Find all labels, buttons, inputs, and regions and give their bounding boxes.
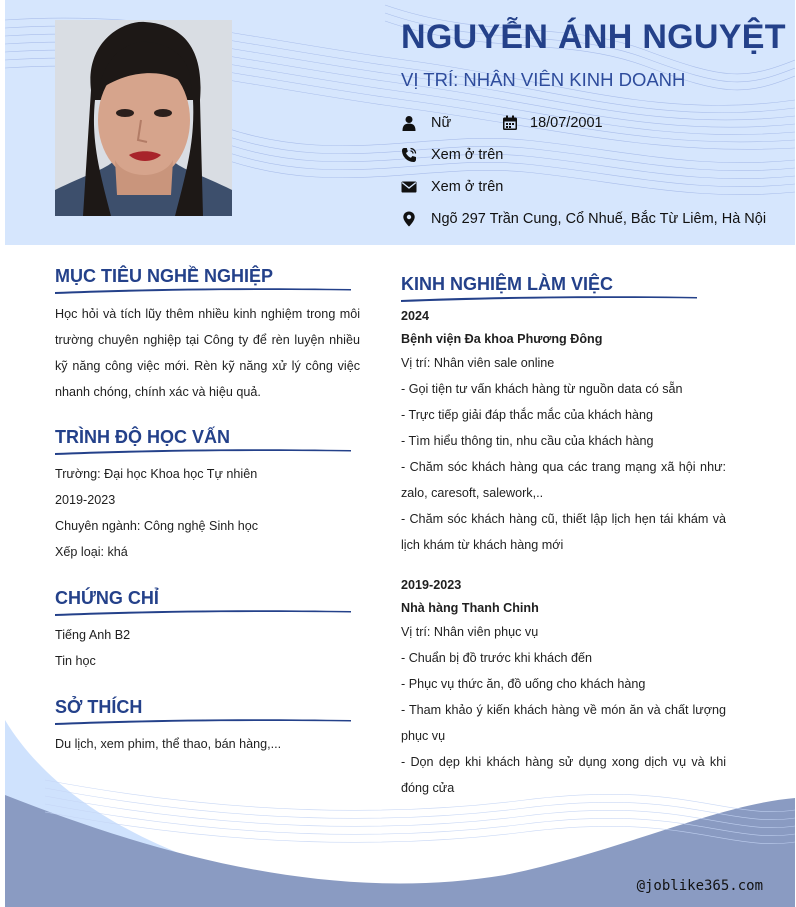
certificates-underline: [53, 608, 353, 618]
cv-page: [5, 0, 795, 907]
address-value: Ngõ 297 Trần Cung, Cổ Nhuế, Bắc Từ Liêm, Hà Nội: [431, 211, 767, 227]
envelope-icon: [401, 179, 417, 195]
job-period: 2024: [401, 309, 430, 323]
job-duty: - Chăm sóc khách hàng cũ, thiết lập lịch hẹn tái khám và lịch khám từ khách hàng mới: [401, 512, 726, 552]
desired-position: VỊ TRÍ: NHÂN VIÊN KINH DOANH: [401, 69, 686, 90]
gender-row: [401, 112, 451, 134]
email-row: [401, 176, 503, 198]
phone-value: Xem ở trên: [431, 147, 504, 163]
location-pin-icon: [401, 211, 417, 227]
job-role: Vị trí: Nhân viên sale online: [401, 356, 555, 370]
job-company: Nhà hàng Thanh Chinh: [401, 601, 539, 615]
candidate-name: NGUYỄN ÁNH NGUYỆT: [401, 18, 786, 56]
email-value: Xem ở trên: [431, 179, 504, 195]
header-band: [5, 0, 795, 245]
job-duty: - Trực tiếp giải đáp thắc mắc của khách hàng: [401, 408, 654, 422]
education-underline: [53, 447, 353, 457]
certificate-item: Tiếng Anh B2: [55, 628, 131, 642]
dob-value: 18/07/2001: [530, 115, 603, 131]
education-title: TRÌNH ĐỘ HỌC VẤN: [55, 427, 230, 447]
profile-photo: [55, 20, 232, 216]
education-school: Trường: Đại học Khoa học Tự nhiên: [55, 467, 258, 481]
user-icon: [401, 115, 417, 131]
job-duty: - Phục vụ thức ăn, đồ uống cho khách hàng: [401, 677, 646, 691]
job-duty: - Gọi tiện tư vấn khách hàng từ nguồn data có sẵn: [401, 382, 683, 396]
objective-underline: [53, 286, 353, 296]
experience-title: KINH NGHIỆM LÀM VIỆC: [401, 274, 614, 294]
job-period: 2019-2023: [401, 578, 462, 592]
calendar-icon: [502, 115, 518, 131]
job-duty: - Tìm hiểu thông tin, nhu cầu của khách hàng: [401, 434, 654, 448]
objective-text: Học hỏi và tích lũy thêm nhiều kinh nghiệm trong môi trường chuyên nghiệp tại Công ty để rèn luyện nhiều kỹ năng công việc mới. Rèn kỹ năng xử lý công việc nhanh chóng, chính xác và hiệu quả.: [55, 307, 360, 399]
job-company: Bệnh viện Đa khoa Phương Đông: [401, 332, 603, 346]
education-major: Chuyên ngành: Công nghệ Sinh học: [55, 519, 259, 533]
phone-icon: [401, 147, 417, 163]
hobbies-text: Du lịch, xem phim, thể thao, bán hàng,...: [55, 737, 282, 751]
job-duty: - Tham khảo ý kiến khách hàng về món ăn và chất lượng phục vụ: [401, 703, 726, 743]
job-duty: - Dọn dẹp khi khách hàng sử dụng xong dịch vụ và khi đóng cửa: [401, 755, 726, 795]
hobbies-title: SỞ THÍCH: [55, 697, 143, 717]
dob-row: [502, 112, 603, 134]
job-duty: - Chăm sóc khách hàng qua các trang mạng xã hội như: zalo, caresoft, salework,..: [401, 460, 726, 500]
education-years: 2019-2023: [55, 493, 116, 507]
certificate-item: Tin học: [55, 654, 96, 668]
experience-underline: [399, 294, 699, 304]
job-role: Vị trí: Nhân viên phục vụ: [401, 625, 539, 639]
objective-title: MỤC TIÊU NGHỀ NGHIỆP: [55, 266, 274, 286]
gender-value: Nữ: [431, 115, 452, 131]
address-row: [401, 208, 766, 230]
job-duty: - Chuẩn bị đồ trước khi khách đến: [401, 651, 593, 665]
phone-row: [401, 144, 503, 166]
hobbies-underline: [53, 717, 353, 727]
certificates-title: CHỨNG CHỈ: [55, 588, 159, 608]
education-grade: Xếp loại: khá: [55, 545, 128, 559]
site-watermark: @joblike365.com: [636, 878, 763, 894]
